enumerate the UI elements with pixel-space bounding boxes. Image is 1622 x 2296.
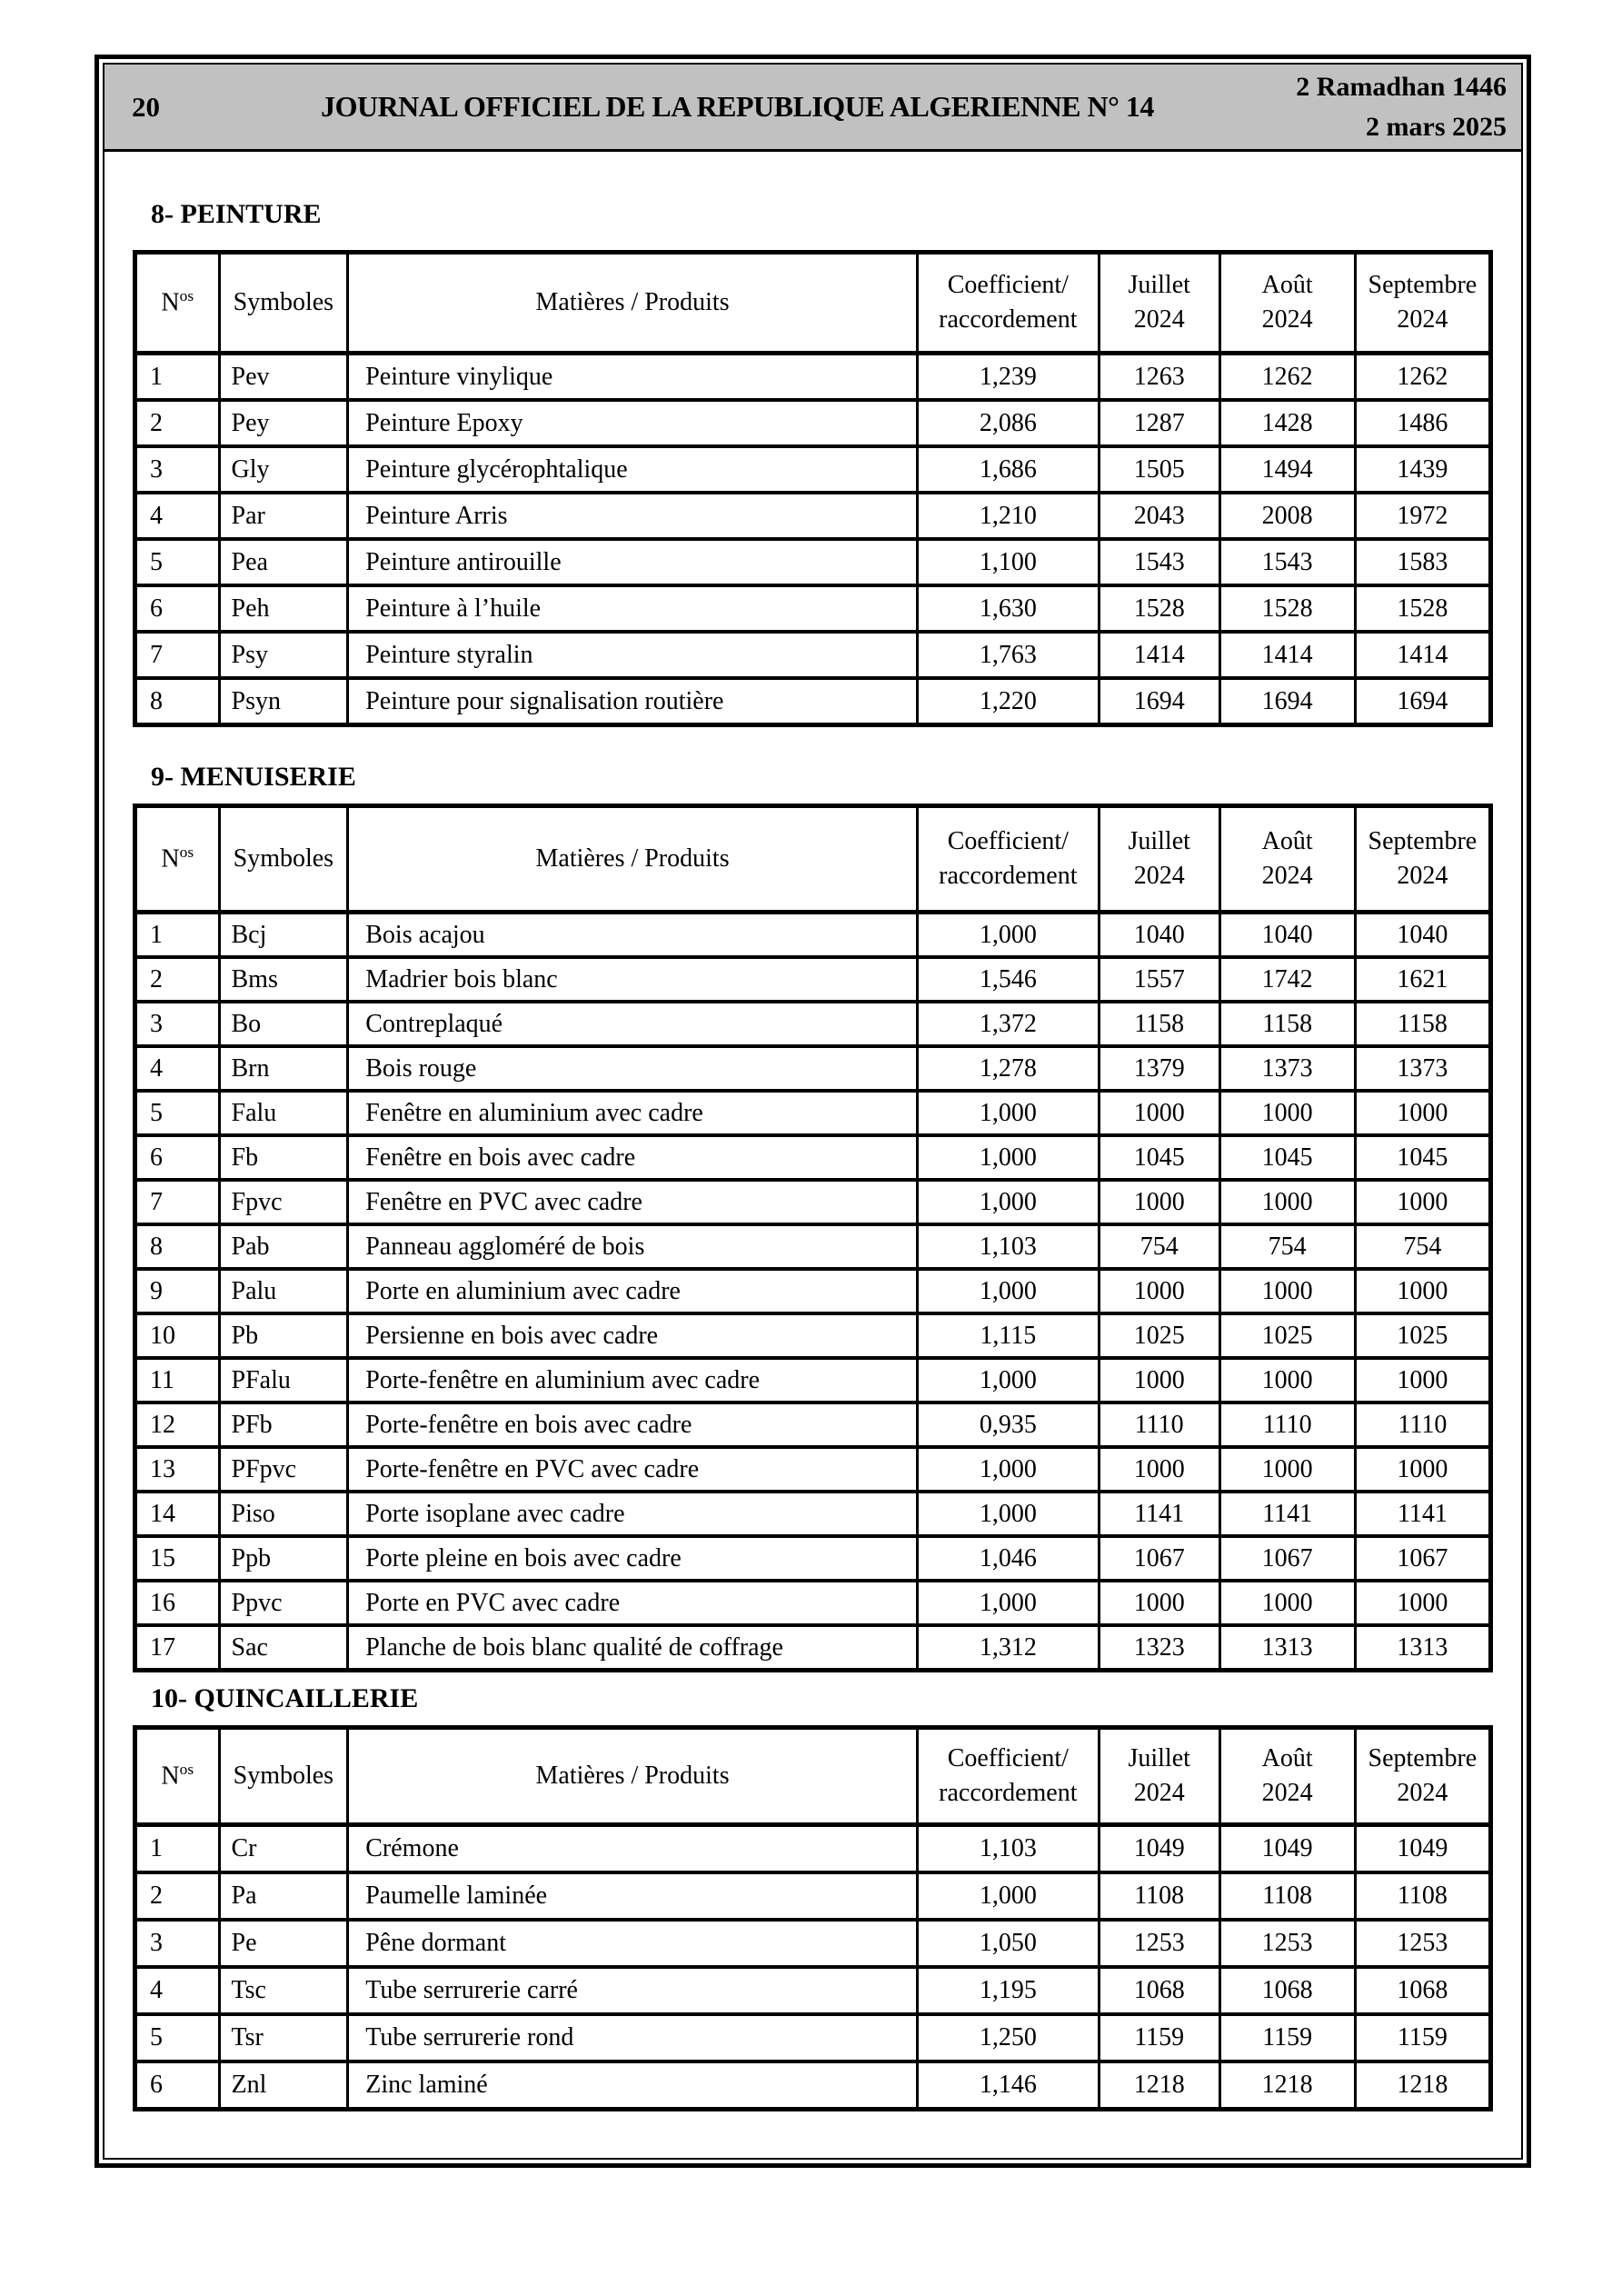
- value-july: 1108: [1099, 1872, 1219, 1920]
- product-cell: Contreplaqué: [348, 1002, 918, 1046]
- value-september: 1049: [1355, 1825, 1490, 1873]
- table-row: [135, 1403, 1491, 1447]
- symbol-cell: Falu: [219, 1091, 348, 1135]
- product-cell: Fenêtre en PVC avec cadre: [348, 1180, 918, 1224]
- value-july: 1000: [1099, 1091, 1219, 1135]
- table-row: [135, 1872, 1491, 1920]
- symbol-cell: PFpvc: [219, 1447, 348, 1492]
- row-number: 1: [135, 1825, 220, 1873]
- table-quincaillerie: [133, 1725, 1493, 2111]
- page-inner-frame: [103, 63, 1523, 2160]
- value-july: 1000: [1099, 1180, 1219, 1224]
- table-row: [135, 1825, 1491, 1873]
- row-number: 5: [135, 1091, 220, 1135]
- table-row: [135, 1002, 1491, 1046]
- row-number: 12: [135, 1403, 220, 1447]
- product-cell: Persienne en bois avec cadre: [348, 1313, 918, 1358]
- col-header-august: Août 2024: [1219, 1728, 1355, 1825]
- product-cell: Porte en PVC avec cadre: [348, 1581, 918, 1625]
- col-header-symbols: Symboles: [219, 253, 348, 354]
- symbol-cell: Pa: [219, 1872, 348, 1920]
- product-cell: Peinture Arris: [348, 493, 918, 539]
- coefficient-cell: 0,935: [917, 1403, 1099, 1447]
- value-september: 1025: [1355, 1313, 1490, 1358]
- table-row: [135, 1447, 1491, 1492]
- value-september: 1439: [1355, 446, 1490, 493]
- value-september: 1000: [1355, 1358, 1490, 1403]
- value-august: 1000: [1219, 1447, 1355, 1492]
- coefficient-cell: 1,103: [917, 1224, 1099, 1269]
- symbol-cell: Fpvc: [219, 1180, 348, 1224]
- section-title-menuiserie: 9- MENUISERIE: [151, 762, 356, 792]
- value-september: 1621: [1355, 957, 1490, 1002]
- table-row: [135, 1135, 1491, 1180]
- col-header-no: $N^{os}$: [135, 806, 220, 913]
- row-number: 2: [135, 400, 220, 446]
- product-cell: Bois rouge: [348, 1046, 918, 1091]
- row-number: 15: [135, 1536, 220, 1581]
- coefficient-cell: 1,210: [917, 493, 1099, 539]
- table-row: [135, 957, 1491, 1002]
- symbol-cell: Par: [219, 493, 348, 539]
- value-september: 1110: [1355, 1403, 1490, 1447]
- coefficient-cell: 1,000: [917, 1269, 1099, 1313]
- table-row: [135, 1967, 1491, 2014]
- table-row: [135, 2014, 1491, 2061]
- row-number: 16: [135, 1581, 220, 1625]
- value-august: 1049: [1219, 1825, 1355, 1873]
- symbol-cell: Gly: [219, 446, 348, 493]
- product-cell: Peinture glycérophtalique: [348, 446, 918, 493]
- coefficient-cell: 1,630: [917, 585, 1099, 632]
- symbol-cell: Tsc: [219, 1967, 348, 2014]
- col-header-coefficient: Coefficient/ raccordement: [917, 253, 1099, 354]
- value-august: 1000: [1219, 1091, 1355, 1135]
- symbol-cell: Pea: [219, 539, 348, 585]
- value-august: 1313: [1219, 1625, 1355, 1671]
- coefficient-cell: 1,220: [917, 678, 1099, 725]
- symbol-cell: Fb: [219, 1135, 348, 1180]
- product-cell: Panneau aggloméré de bois: [348, 1224, 918, 1269]
- value-july: 1528: [1099, 585, 1219, 632]
- product-cell: Peinture antirouille: [348, 539, 918, 585]
- col-header-july: Juillet 2024: [1099, 1728, 1219, 1825]
- table-header-row: [135, 253, 1491, 354]
- coefficient-cell: 1,000: [917, 1581, 1099, 1625]
- section-title-peinture: 8- PEINTURE: [151, 199, 322, 229]
- row-number: 7: [135, 632, 220, 678]
- table-row: [135, 539, 1491, 585]
- table-row: [135, 678, 1491, 725]
- value-july: 1263: [1099, 354, 1219, 401]
- value-july: 1287: [1099, 400, 1219, 446]
- value-august: 1000: [1219, 1358, 1355, 1403]
- value-september: 1040: [1355, 913, 1490, 958]
- coefficient-cell: 1,000: [917, 1492, 1099, 1536]
- value-august: 1159: [1219, 2014, 1355, 2061]
- issue-dates: [1234, 67, 1521, 146]
- value-august: 1694: [1219, 678, 1355, 725]
- symbol-cell: Pb: [219, 1313, 348, 1358]
- col-header-symbols: Symboles: [219, 1728, 348, 1825]
- value-august: 1262: [1219, 354, 1355, 401]
- value-july: 1068: [1099, 1967, 1219, 2014]
- product-cell: Zinc laminé: [348, 2061, 918, 2110]
- col-header-symbols: Symboles: [219, 806, 348, 913]
- page-frame: [95, 55, 1531, 2168]
- coefficient-cell: 1,763: [917, 632, 1099, 678]
- product-cell: Peinture pour signalisation routière: [348, 678, 918, 725]
- page-number: 20: [132, 90, 160, 123]
- coefficient-cell: 1,239: [917, 354, 1099, 401]
- product-cell: Fenêtre en aluminium avec cadre: [348, 1091, 918, 1135]
- value-july: 1067: [1099, 1536, 1219, 1581]
- symbol-cell: Brn: [219, 1046, 348, 1091]
- value-september: 1000: [1355, 1091, 1490, 1135]
- table-row: [135, 1269, 1491, 1313]
- value-september: 1972: [1355, 493, 1490, 539]
- value-august: 1428: [1219, 400, 1355, 446]
- value-september: 1486: [1355, 400, 1490, 446]
- symbol-cell: Sac: [219, 1625, 348, 1671]
- coefficient-cell: 1,546: [917, 957, 1099, 1002]
- symbol-cell: Psy: [219, 632, 348, 678]
- value-august: 1218: [1219, 2061, 1355, 2110]
- row-number: 7: [135, 1180, 220, 1224]
- table-row: [135, 1492, 1491, 1536]
- row-number: 5: [135, 539, 220, 585]
- product-cell: Tube serrurerie rond: [348, 2014, 918, 2061]
- value-july: 1045: [1099, 1135, 1219, 1180]
- row-number: 3: [135, 1002, 220, 1046]
- coefficient-cell: 1,195: [917, 1967, 1099, 2014]
- col-header-july: Juillet 2024: [1099, 253, 1219, 354]
- product-cell: Porte-fenêtre en aluminium avec cadre: [348, 1358, 918, 1403]
- col-header-products: Matières / Produits: [348, 253, 918, 354]
- symbol-cell: Ppb: [219, 1536, 348, 1581]
- symbol-cell: Bcj: [219, 913, 348, 958]
- value-august: 754: [1219, 1224, 1355, 1269]
- col-header-products: Matières / Produits: [348, 806, 918, 913]
- value-september: 1045: [1355, 1135, 1490, 1180]
- col-header-august: Août 2024: [1219, 806, 1355, 913]
- value-july: 1218: [1099, 2061, 1219, 2110]
- value-september: 1218: [1355, 2061, 1490, 2110]
- value-july: 1694: [1099, 678, 1219, 725]
- coefficient-cell: 1,103: [917, 1825, 1099, 1873]
- table-row: [135, 1091, 1491, 1135]
- table-row: [135, 1224, 1491, 1269]
- table-row: [135, 1358, 1491, 1403]
- value-august: 1067: [1219, 1536, 1355, 1581]
- symbol-cell: PFb: [219, 1403, 348, 1447]
- value-september: 1000: [1355, 1447, 1490, 1492]
- row-number: 17: [135, 1625, 220, 1671]
- table-menuiserie: [133, 804, 1493, 1672]
- coefficient-cell: 1,050: [917, 1920, 1099, 1967]
- table-row: [135, 400, 1491, 446]
- value-august: 1040: [1219, 913, 1355, 958]
- symbol-cell: Ppvc: [219, 1581, 348, 1625]
- section-title-quincaillerie: 10- QUINCAILLERIE: [151, 1683, 419, 1713]
- value-august: 1158: [1219, 1002, 1355, 1046]
- value-september: 1528: [1355, 585, 1490, 632]
- value-september: 1262: [1355, 354, 1490, 401]
- row-number: 4: [135, 493, 220, 539]
- coefficient-cell: 1,372: [917, 1002, 1099, 1046]
- coefficient-cell: 2,086: [917, 400, 1099, 446]
- symbol-cell: Pey: [219, 400, 348, 446]
- coefficient-cell: 1,146: [917, 2061, 1099, 2110]
- product-cell: Peinture Epoxy: [348, 400, 918, 446]
- product-cell: Tube serrurerie carré: [348, 1967, 918, 2014]
- coefficient-cell: 1,115: [917, 1313, 1099, 1358]
- date-gregorian: 2 mars 2025: [1366, 111, 1507, 142]
- coefficient-cell: 1,000: [917, 1447, 1099, 1492]
- value-august: 1494: [1219, 446, 1355, 493]
- symbol-cell: Peh: [219, 585, 348, 632]
- value-september: 1694: [1355, 678, 1490, 725]
- coefficient-cell: 1,000: [917, 1872, 1099, 1920]
- row-number: 4: [135, 1967, 220, 2014]
- table-peinture: [133, 250, 1493, 727]
- value-august: 1141: [1219, 1492, 1355, 1536]
- value-september: 1414: [1355, 632, 1490, 678]
- col-header-no: $N^{os}$: [135, 1728, 220, 1825]
- table-row: [135, 446, 1491, 493]
- value-august: 1253: [1219, 1920, 1355, 1967]
- product-cell: Peinture styralin: [348, 632, 918, 678]
- coefficient-cell: 1,686: [917, 446, 1099, 493]
- value-august: 1000: [1219, 1269, 1355, 1313]
- value-september: 1108: [1355, 1872, 1490, 1920]
- value-september: 1000: [1355, 1180, 1490, 1224]
- row-number: 6: [135, 2061, 220, 2110]
- date-hijri: 2 Ramadhan 1446: [1296, 72, 1507, 102]
- row-number: 1: [135, 354, 220, 401]
- product-cell: Bois acajou: [348, 913, 918, 958]
- product-cell: Peinture vinylique: [348, 354, 918, 401]
- value-july: 1040: [1099, 913, 1219, 958]
- coefficient-cell: 1,278: [917, 1046, 1099, 1091]
- value-september: 1068: [1355, 1967, 1490, 2014]
- coefficient-cell: 1,100: [917, 539, 1099, 585]
- value-july: 1253: [1099, 1920, 1219, 1967]
- value-august: 2008: [1219, 493, 1355, 539]
- table-row: [135, 1536, 1491, 1581]
- col-header-september: Septembre 2024: [1355, 806, 1490, 913]
- col-header-no: $N^{os}$: [135, 253, 220, 354]
- value-september: 1583: [1355, 539, 1490, 585]
- table-row: [135, 1313, 1491, 1358]
- product-cell: Paumelle laminée: [348, 1872, 918, 1920]
- symbol-cell: Piso: [219, 1492, 348, 1536]
- value-july: 1049: [1099, 1825, 1219, 1873]
- value-august: 1543: [1219, 539, 1355, 585]
- symbol-cell: Pab: [219, 1224, 348, 1269]
- value-september: 1373: [1355, 1046, 1490, 1091]
- row-number: 2: [135, 1872, 220, 1920]
- symbol-cell: Bo: [219, 1002, 348, 1046]
- row-number: 10: [135, 1313, 220, 1358]
- coefficient-cell: 1,000: [917, 1135, 1099, 1180]
- table-row: [135, 1180, 1491, 1224]
- col-header-august: Août 2024: [1219, 253, 1355, 354]
- symbol-cell: Palu: [219, 1269, 348, 1313]
- product-cell: Porte en aluminium avec cadre: [348, 1269, 918, 1313]
- row-number: 11: [135, 1358, 220, 1403]
- product-cell: Fenêtre en bois avec cadre: [348, 1135, 918, 1180]
- row-number: 13: [135, 1447, 220, 1492]
- col-header-coefficient: Coefficient/ raccordement: [917, 1728, 1099, 1825]
- value-august: 1742: [1219, 957, 1355, 1002]
- symbol-cell: Psyn: [219, 678, 348, 725]
- value-august: 1000: [1219, 1180, 1355, 1224]
- page-header-band: [104, 65, 1521, 152]
- value-august: 1000: [1219, 1581, 1355, 1625]
- value-september: 1253: [1355, 1920, 1490, 1967]
- row-number: 3: [135, 446, 220, 493]
- table-row: [135, 2061, 1491, 2110]
- symbol-cell: Tsr: [219, 2014, 348, 2061]
- symbol-cell: Znl: [219, 2061, 348, 2110]
- row-number: 8: [135, 678, 220, 725]
- value-july: 1000: [1099, 1269, 1219, 1313]
- row-number: 9: [135, 1269, 220, 1313]
- value-august: 1373: [1219, 1046, 1355, 1091]
- col-header-september: Septembre 2024: [1355, 253, 1490, 354]
- coefficient-cell: 1,312: [917, 1625, 1099, 1671]
- table-row: [135, 493, 1491, 539]
- coefficient-cell: 1,000: [917, 1180, 1099, 1224]
- symbol-cell: Pe: [219, 1920, 348, 1967]
- row-number: 6: [135, 585, 220, 632]
- row-number: 3: [135, 1920, 220, 1967]
- value-september: 1159: [1355, 2014, 1490, 2061]
- row-number: 2: [135, 957, 220, 1002]
- row-number: 4: [135, 1046, 220, 1091]
- col-header-september: Septembre 2024: [1355, 1728, 1490, 1825]
- value-september: 1158: [1355, 1002, 1490, 1046]
- product-cell: Porte pleine en bois avec cadre: [348, 1536, 918, 1581]
- coefficient-cell: 1,250: [917, 2014, 1099, 2061]
- col-header-coefficient: Coefficient/ raccordement: [917, 806, 1099, 913]
- coefficient-cell: 1,000: [917, 913, 1099, 958]
- table-row: [135, 354, 1491, 401]
- value-september: 1141: [1355, 1492, 1490, 1536]
- value-july: 1025: [1099, 1313, 1219, 1358]
- coefficient-cell: 1,046: [917, 1536, 1099, 1581]
- table-row: [135, 1581, 1491, 1625]
- table-row: [135, 632, 1491, 678]
- row-number: 1: [135, 913, 220, 958]
- coefficient-cell: 1,000: [917, 1091, 1099, 1135]
- product-cell: Pêne dormant: [348, 1920, 918, 1967]
- table-row: [135, 913, 1491, 958]
- value-july: 1323: [1099, 1625, 1219, 1671]
- product-cell: Porte-fenêtre en bois avec cadre: [348, 1403, 918, 1447]
- value-september: 754: [1355, 1224, 1490, 1269]
- value-july: 1000: [1099, 1447, 1219, 1492]
- symbol-cell: Pev: [219, 354, 348, 401]
- row-number: 5: [135, 2014, 220, 2061]
- value-july: 754: [1099, 1224, 1219, 1269]
- value-august: 1110: [1219, 1403, 1355, 1447]
- value-july: 1159: [1099, 2014, 1219, 2061]
- value-july: 1379: [1099, 1046, 1219, 1091]
- product-cell: Peinture à l’huile: [348, 585, 918, 632]
- value-august: 1068: [1219, 1967, 1355, 2014]
- row-number: 14: [135, 1492, 220, 1536]
- page-content: [104, 152, 1521, 2111]
- row-number: 8: [135, 1224, 220, 1269]
- symbol-cell: Cr: [219, 1825, 348, 1873]
- value-july: 1000: [1099, 1581, 1219, 1625]
- value-july: 1543: [1099, 539, 1219, 585]
- table-row: [135, 585, 1491, 632]
- value-september: 1313: [1355, 1625, 1490, 1671]
- value-july: 1141: [1099, 1492, 1219, 1536]
- symbol-cell: PFalu: [219, 1358, 348, 1403]
- value-july: 1505: [1099, 446, 1219, 493]
- product-cell: Madrier bois blanc: [348, 957, 918, 1002]
- value-september: 1067: [1355, 1536, 1490, 1581]
- value-august: 1528: [1219, 585, 1355, 632]
- symbol-cell: Bms: [219, 957, 348, 1002]
- value-august: 1025: [1219, 1313, 1355, 1358]
- product-cell: Porte isoplane avec cadre: [348, 1492, 918, 1536]
- value-september: 1000: [1355, 1581, 1490, 1625]
- product-cell: Porte-fenêtre en PVC avec cadre: [348, 1447, 918, 1492]
- value-july: 1414: [1099, 632, 1219, 678]
- table-header-row: [135, 806, 1491, 913]
- table-row: [135, 1920, 1491, 1967]
- product-cell: Planche de bois blanc qualité de coffrage: [348, 1625, 918, 1671]
- value-september: 1000: [1355, 1269, 1490, 1313]
- value-july: 1158: [1099, 1002, 1219, 1046]
- table-row: [135, 1625, 1491, 1671]
- col-header-july: Juillet 2024: [1099, 806, 1219, 913]
- product-cell: Crémone: [348, 1825, 918, 1873]
- value-july: 1110: [1099, 1403, 1219, 1447]
- value-july: 1000: [1099, 1358, 1219, 1403]
- journal-title: JOURNAL OFFICIEL DE LA REPUBLIQUE ALGERIENNE N° 14: [321, 90, 1154, 123]
- value-august: 1045: [1219, 1135, 1355, 1180]
- row-number: 6: [135, 1135, 220, 1180]
- value-july: 1557: [1099, 957, 1219, 1002]
- col-header-products: Matières / Produits: [348, 1728, 918, 1825]
- value-july: 2043: [1099, 493, 1219, 539]
- table-row: [135, 1046, 1491, 1091]
- value-august: 1108: [1219, 1872, 1355, 1920]
- value-august: 1414: [1219, 632, 1355, 678]
- coefficient-cell: 1,000: [917, 1358, 1099, 1403]
- table-header-row: [135, 1728, 1491, 1825]
